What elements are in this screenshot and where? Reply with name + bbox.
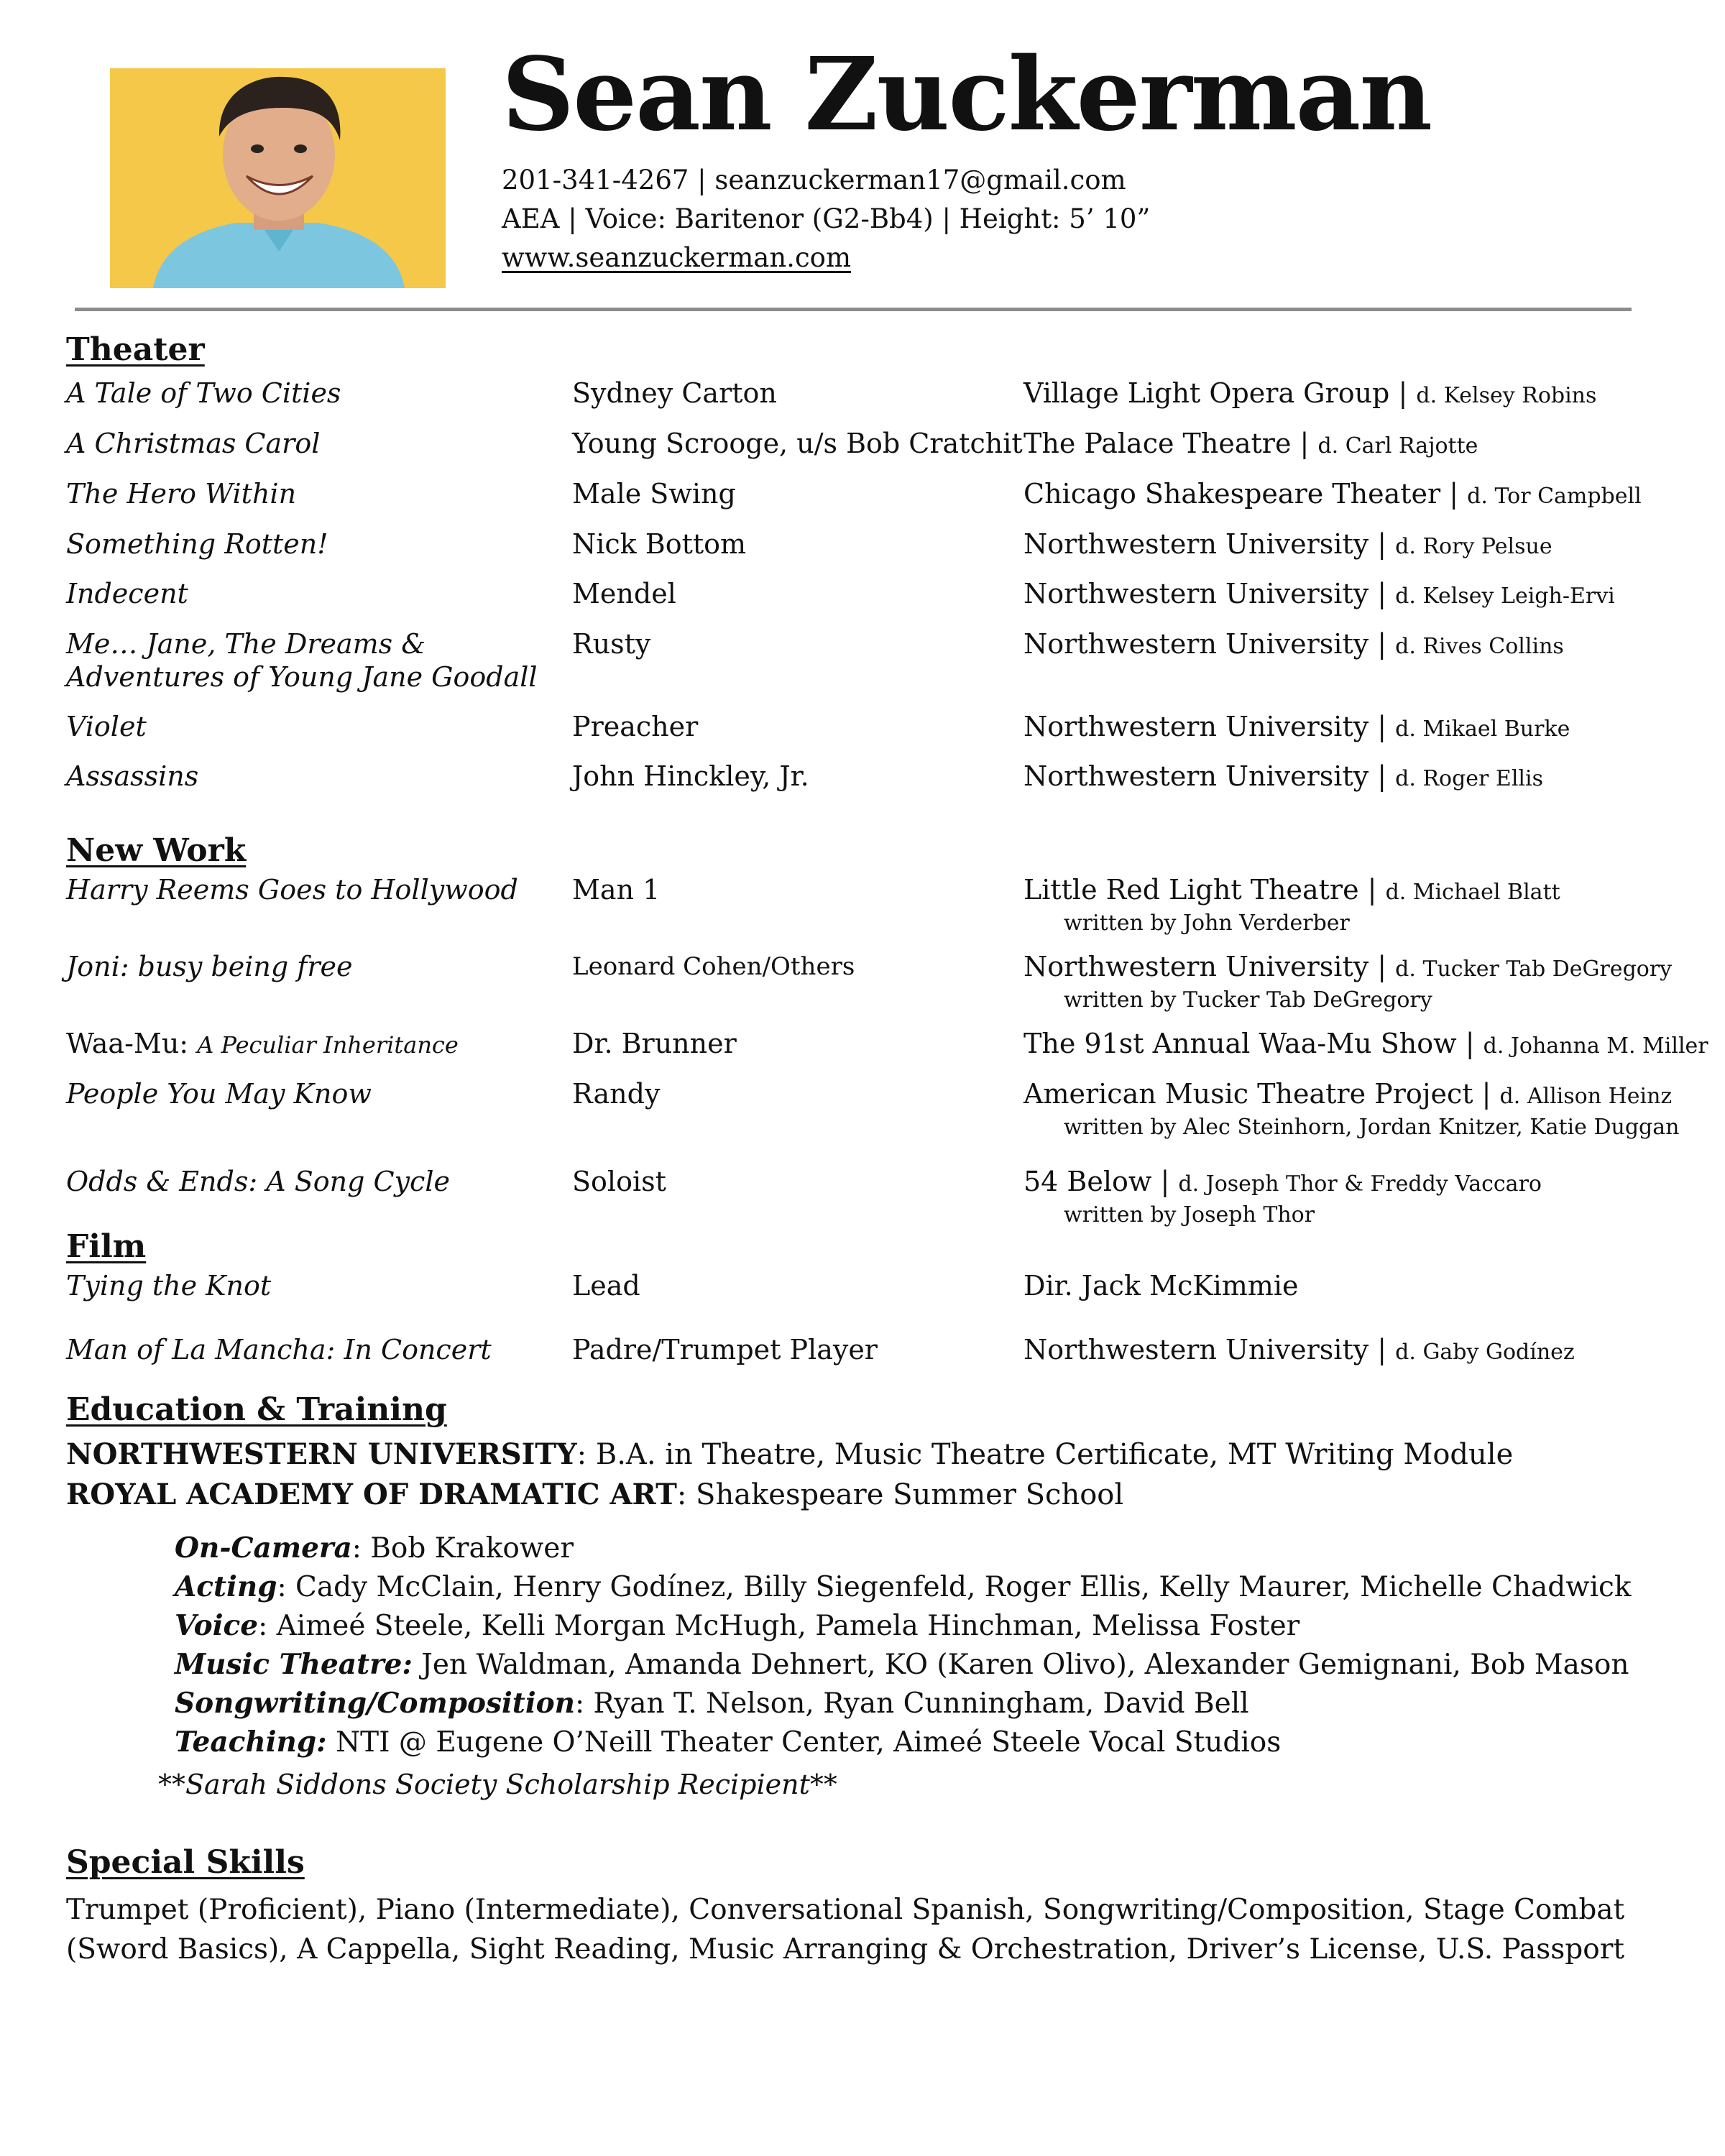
venue-name: Northwestern University | [1024,760,1387,792]
section-heading-film: Film [66,1228,147,1265]
training-item [175,1687,1249,1720]
theater-row-title: Assassins [66,760,199,792]
theater-row-role: Male Swing [572,478,736,510]
training-detail: : Bob Krakower [351,1532,574,1565]
film-row-role: Lead [572,1270,640,1302]
theater-row-role: Mendel [572,578,676,609]
film-row-venue: Dir. Jack McKimmie [1024,1270,1299,1302]
training-detail: : Aimeé Steele, Kelli Morgan McHugh, Pamela Hinchman, Melissa Foster [258,1610,1300,1642]
theater-row-role: Young Scrooge, u/s Bob Cratchit [572,428,1023,459]
director-name: d. Allison Heinz [1499,1084,1673,1109]
section-heading-education: Education & Training [66,1391,447,1428]
venue-name: The 91st Annual Waa-Mu Show | [1024,1028,1475,1059]
new-work-row-venue [1024,1077,1672,1113]
theater-row-venue [1024,627,1564,663]
training-label: On-Camera [175,1531,352,1565]
school-detail: : B.A. in Theatre, Music Theatre Certificate, MT Writing Module [576,1438,1514,1471]
director-name: d. Carl Rajotte [1317,433,1478,459]
venue-name: Northwestern University | [1024,628,1387,660]
skills-text: Trumpet (Proficient), Piano (Intermediate), Conversational Spanish, Songwriting/Composition, Stage Combat (Sword Basics), A Cappella, Sight Reading, Music Arranging & Orchestration, Driver’s License, U.S. Passport [66,1894,1625,1966]
director-name: d. Rory Pelsue [1395,534,1552,559]
headshot-icon [110,68,446,288]
film-row-role: Padre/Trumpet Player [572,1334,878,1365]
director-name: d. Kelsey Robins [1416,383,1597,408]
theater-row-venue [1024,710,1570,746]
education-school [66,1480,1123,1509]
education-school [66,1437,1514,1471]
contact-details: AEA | Voice: Baritenor (G2-Bb4) | Height: 5’ 10” [502,203,1151,234]
new-work-row-role: Leonard Cohen/Others [572,952,855,981]
director-name: d. Mikael Burke [1395,717,1570,742]
theater-row-venue [1024,577,1615,613]
training-detail: : Cady McClain, Henry Godínez, Billy Siegenfeld, Roger Ellis, Kelly Maurer, Michelle Chadwick [277,1571,1632,1603]
writer-credit: written by Joseph Thor [1064,1202,1315,1227]
writer-credit: written by John Verderber [1064,911,1350,936]
new-work-row-venue [1024,950,1672,986]
training-label: Music Theatre: [175,1648,413,1681]
director-name: d. Johanna M. Miller [1483,1033,1708,1059]
school-name: NORTHWESTERN UNIVERSITY [66,1437,577,1471]
venue-name: Northwestern University | [1024,711,1387,742]
title-line: Adventures of Young Jane Goodall [66,661,538,693]
theater-row-venue [1024,528,1552,563]
theater-row-title: Violet [66,711,147,742]
theater-row-role: Sydney Carton [572,377,777,409]
title-line: Me… Jane, The Dreams & [66,628,426,660]
director-name: d. Tor Campbell [1467,484,1642,509]
venue-name: Northwestern University | [1024,528,1387,560]
new-work-row-role: Man 1 [572,874,661,906]
writer-credit: written by Alec Steinhorn, Jordan Knitzer, Katie Duggan [1064,1115,1680,1140]
training-item [175,1531,574,1565]
contact-phone-email: 201-341-4267 | seanzuckerman17@gmail.com [502,165,1126,195]
new-work-row-role: Randy [572,1078,661,1110]
training-label: Songwriting/Composition [175,1687,576,1720]
theater-row-role: Rusty [572,628,651,660]
school-name: ROYAL ACADEMY OF DRAMATIC ART [66,1478,677,1511]
theater-row-title: A Christmas Carol [66,428,321,459]
director-name: d. Joseph Thor & Freddy Vaccaro [1178,1171,1542,1197]
training-label: Acting [175,1570,277,1603]
title-subtitle: A Peculiar Inheritance [197,1031,459,1059]
venue-name: Northwestern University | [1024,951,1387,982]
scholarship-note: **Sarah Siddons Society Scholarship Recipient** [158,1769,837,1800]
venue-name: Village Light Opera Group | [1024,377,1408,409]
venue-name: Northwestern University | [1024,1334,1387,1365]
theater-row-role: Preacher [572,711,699,742]
theater-row-role: Nick Bottom [572,528,747,560]
new-work-row-title: Odds & Ends: A Song Cycle [66,1166,450,1197]
headshot-photo [110,68,446,288]
section-heading-new-work: New Work [66,832,247,869]
film-row-title: Man of La Mancha: In Concert [66,1334,492,1365]
theater-row-title: A Tale of Two Cities [66,377,341,409]
theater-row-title: The Hero Within [66,478,297,510]
section-heading-skills: Special Skills [66,1844,305,1881]
new-work-row-venue [1024,1165,1542,1201]
new-work-row-venue [1024,873,1560,909]
training-item [175,1648,1629,1681]
new-work-row-role: Dr. Brunner [572,1028,737,1059]
training-detail: : Ryan T. Nelson, Ryan Cunningham, David Bell [575,1687,1249,1720]
training-detail: Jen Waldman, Amanda Dehnert, KO (Karen Olivo), Alexander Gemignani, Bob Mason [412,1649,1629,1681]
theater-row-venue [1024,427,1478,463]
training-item [175,1570,1632,1603]
new-work-row-role: Soloist [572,1166,666,1197]
theater-row-title [66,627,538,694]
director-name: d. Tucker Tab DeGregory [1395,957,1673,982]
new-work-row-title: Joni: busy being free [66,951,353,982]
venue-name: Chicago Shakespeare Theater | [1024,478,1459,510]
director-name: d. Rives Collins [1395,634,1564,659]
venue-name: American Music Theatre Project | [1024,1078,1491,1110]
theater-row-role: John Hinckley, Jr. [572,760,809,792]
theater-row-title: Indecent [66,578,188,609]
venue-name: Northwestern University | [1024,578,1387,609]
training-label: Voice [175,1609,259,1642]
resume-name: Sean Zuckerman [502,36,1432,154]
title-prefix: Waa-Mu: [66,1028,189,1059]
director-name: d. Michael Blatt [1385,880,1560,905]
writer-credit: written by Tucker Tab DeGregory [1064,987,1432,1013]
training-item [175,1726,1282,1759]
new-work-row-venue [1024,1027,1708,1063]
theater-row-venue [1024,377,1596,413]
website-link[interactable]: www.seanzuckerman.com [502,242,852,273]
venue-name: 54 Below | [1024,1166,1170,1197]
director-name: d. Kelsey Leigh-Ervi [1395,584,1615,609]
training-item [175,1609,1300,1642]
film-row-title: Tying the Knot [66,1270,272,1302]
film-row-venue [1024,1333,1575,1369]
section-heading-theater: Theater [66,331,205,368]
training-label: Teaching: [175,1726,327,1759]
school-detail: : Shakespeare Summer School [676,1478,1124,1511]
theater-row-venue [1024,760,1543,796]
theater-row-title: Something Rotten! [66,528,328,560]
training-detail: NTI @ Eugene O’Neill Theater Center, Aimeé Steele Vocal Studios [326,1726,1282,1759]
new-work-row-title: People You May Know [66,1078,372,1110]
new-work-row-title: Harry Reems Goes to Hollywood [66,874,518,906]
venue-name: The Palace Theatre | [1024,428,1310,459]
header-divider [75,308,1632,311]
director-name: d. Roger Ellis [1395,766,1544,791]
new-work-row-title [66,1027,459,1061]
theater-row-venue [1024,477,1642,513]
venue-name: Little Red Light Theatre | [1024,874,1377,906]
director-name: d. Gaby Godínez [1395,1340,1575,1365]
